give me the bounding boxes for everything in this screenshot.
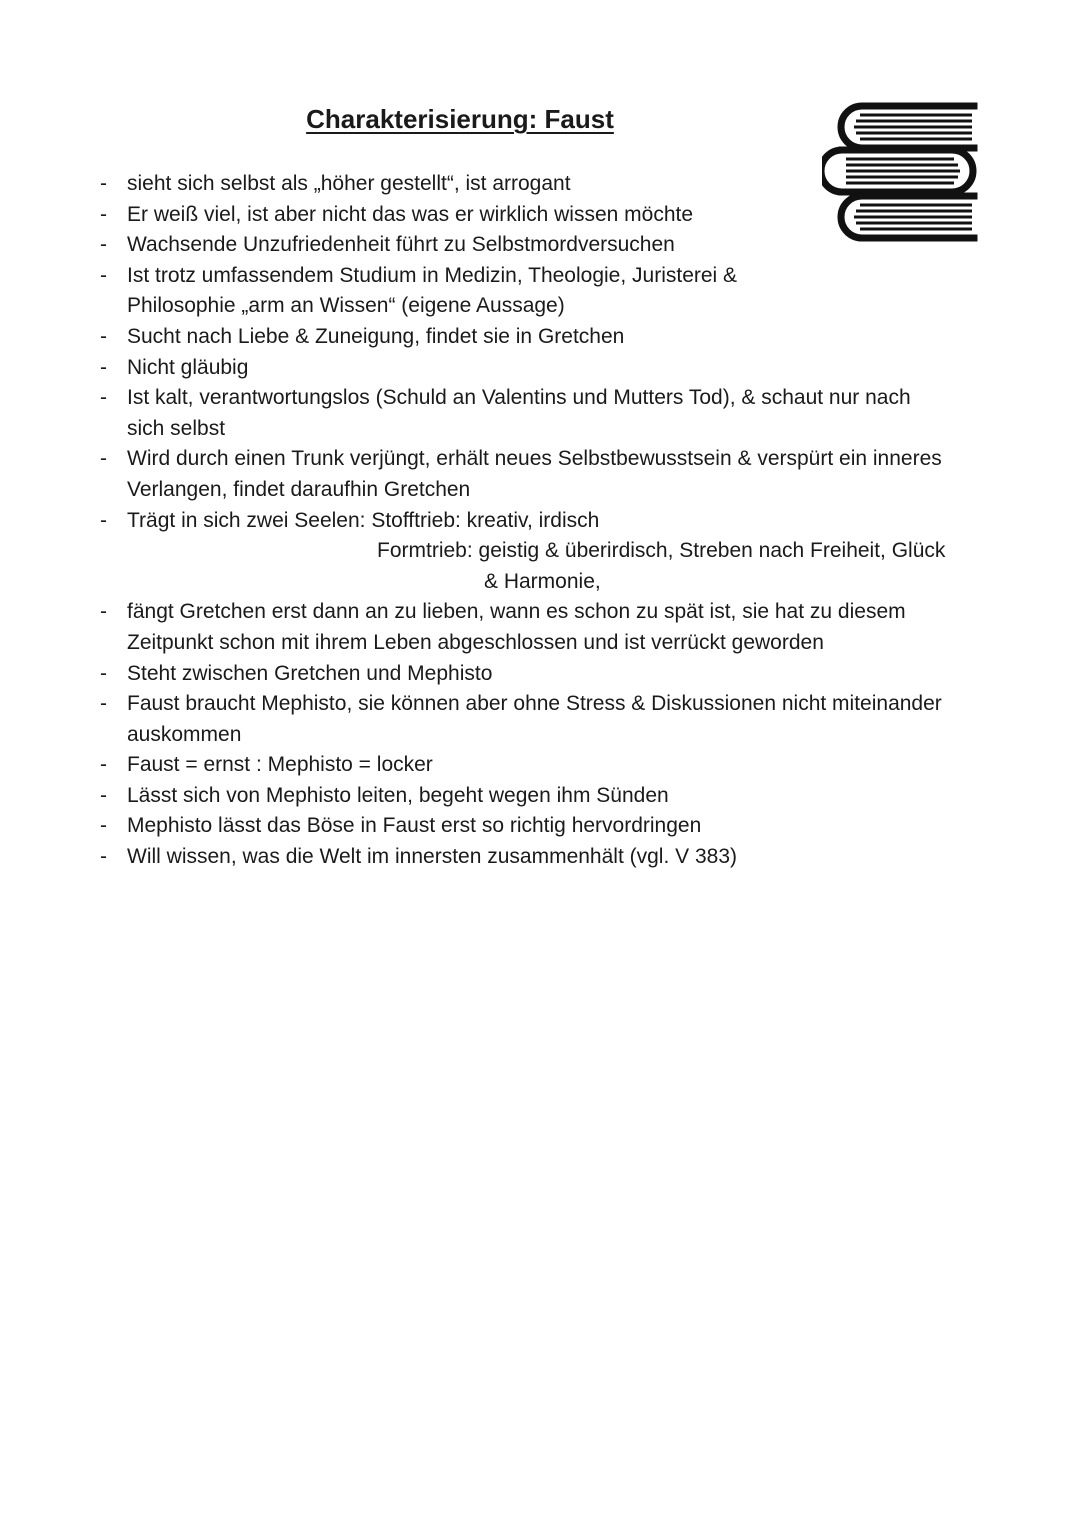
list-item-text: Nicht gläubig: [127, 355, 249, 379]
list-item-text: Zeitpunkt schon mit ihrem Leben abgeschlossen und ist verrückt geworden: [127, 630, 824, 654]
bullet-dash: -: [100, 202, 107, 226]
list-item: [100, 781, 1000, 812]
list-item-text: Philosophie „arm an Wissen“ (eigene Aussage): [127, 294, 565, 318]
list-item-text: Lässt sich von Mephisto leiten, begeht wegen ihm Sünden: [127, 783, 669, 807]
bullet-dash: -: [100, 661, 107, 685]
bullet-dash: -: [100, 233, 107, 257]
bullet-dash: -: [100, 386, 107, 410]
list-item-text: auskommen: [127, 722, 242, 746]
list-item-text: Formtrieb: geistig & überirdisch, Streben nach Freiheit, Glück: [377, 539, 946, 563]
bullet-dash: -: [100, 508, 107, 532]
list-item-text: fängt Gretchen erst dann an zu lieben, wann es schon zu spät ist, sie hat zu diesem: [127, 600, 906, 624]
list-item-text: sieht sich selbst als „höher gestellt“, ist arrogant: [127, 172, 571, 195]
bullet-dash: -: [100, 814, 107, 838]
bullet-dash: -: [100, 355, 107, 379]
list-item: [100, 353, 1000, 384]
list-item-text: Faust = ernst : Mephisto = locker: [127, 753, 433, 777]
list-item: [100, 597, 1000, 658]
list-item: [100, 261, 1000, 322]
bullet-dash: -: [100, 447, 107, 471]
list-item: [100, 750, 1000, 781]
list-item-text: Wird durch einen Trunk verjüngt, erhält neues Selbstbewusstsein & verspürt ein inneres: [127, 447, 942, 471]
list-item: [100, 842, 1000, 873]
list-item-text: Mephisto lässt das Böse in Faust erst so richtig hervordringen: [127, 814, 702, 838]
bullet-dash: -: [100, 692, 107, 716]
bullet-dash: -: [100, 324, 107, 348]
list-item: [100, 506, 1000, 598]
list-item-text: Er weiß viel, ist aber nicht das was er wirklich wissen möchte: [127, 202, 694, 226]
list-item: [100, 689, 1000, 750]
characterization-list: [100, 169, 1000, 873]
list-item-text: Trägt in sich zwei Seelen: Stofftrieb: kreativ, irdisch: [127, 508, 600, 532]
list-item-text: Verlangen, findet daraufhin Gretchen: [127, 477, 471, 501]
list-item: [100, 169, 1000, 200]
bullet-dash: -: [100, 845, 107, 869]
list-item: [100, 383, 1000, 444]
list-item-text: Faust braucht Mephisto, sie können aber ohne Stress & Diskussionen nicht miteinander: [127, 692, 942, 716]
page-title: Charakterisierung: Faust: [306, 104, 614, 134]
bullet-dash: -: [100, 172, 107, 195]
list-item-text: Will wissen, was die Welt im innersten zusammenhält (vgl. V 383): [127, 845, 737, 869]
bullet-dash: -: [100, 783, 107, 807]
list-item-text: Sucht nach Liebe & Zuneigung, findet sie in Gretchen: [127, 324, 625, 348]
bullet-dash: -: [100, 600, 107, 624]
list-item: [100, 322, 1000, 353]
bullet-dash: -: [100, 753, 107, 777]
list-item-text: Ist trotz umfassendem Studium in Medizin, Theologie, Juristerei &: [127, 263, 738, 287]
list-item-text: Wachsende Unzufriedenheit führt zu Selbstmordversuchen: [127, 233, 675, 257]
list-item-text: Ist kalt, verantwortungslos (Schuld an Valentins und Mutters Tod), & schaut nur nach: [127, 386, 911, 410]
list-item: [100, 200, 1000, 231]
list-item: [100, 811, 1000, 842]
list-item-text: & Harmonie,: [484, 569, 601, 593]
list-item: [100, 230, 1000, 261]
list-item-text: Steht zwischen Gretchen und Mephisto: [127, 661, 493, 685]
bullet-dash: -: [100, 263, 107, 287]
list-item-text: sich selbst: [127, 416, 226, 440]
list-item: [100, 444, 1000, 505]
list-item: [100, 659, 1000, 690]
